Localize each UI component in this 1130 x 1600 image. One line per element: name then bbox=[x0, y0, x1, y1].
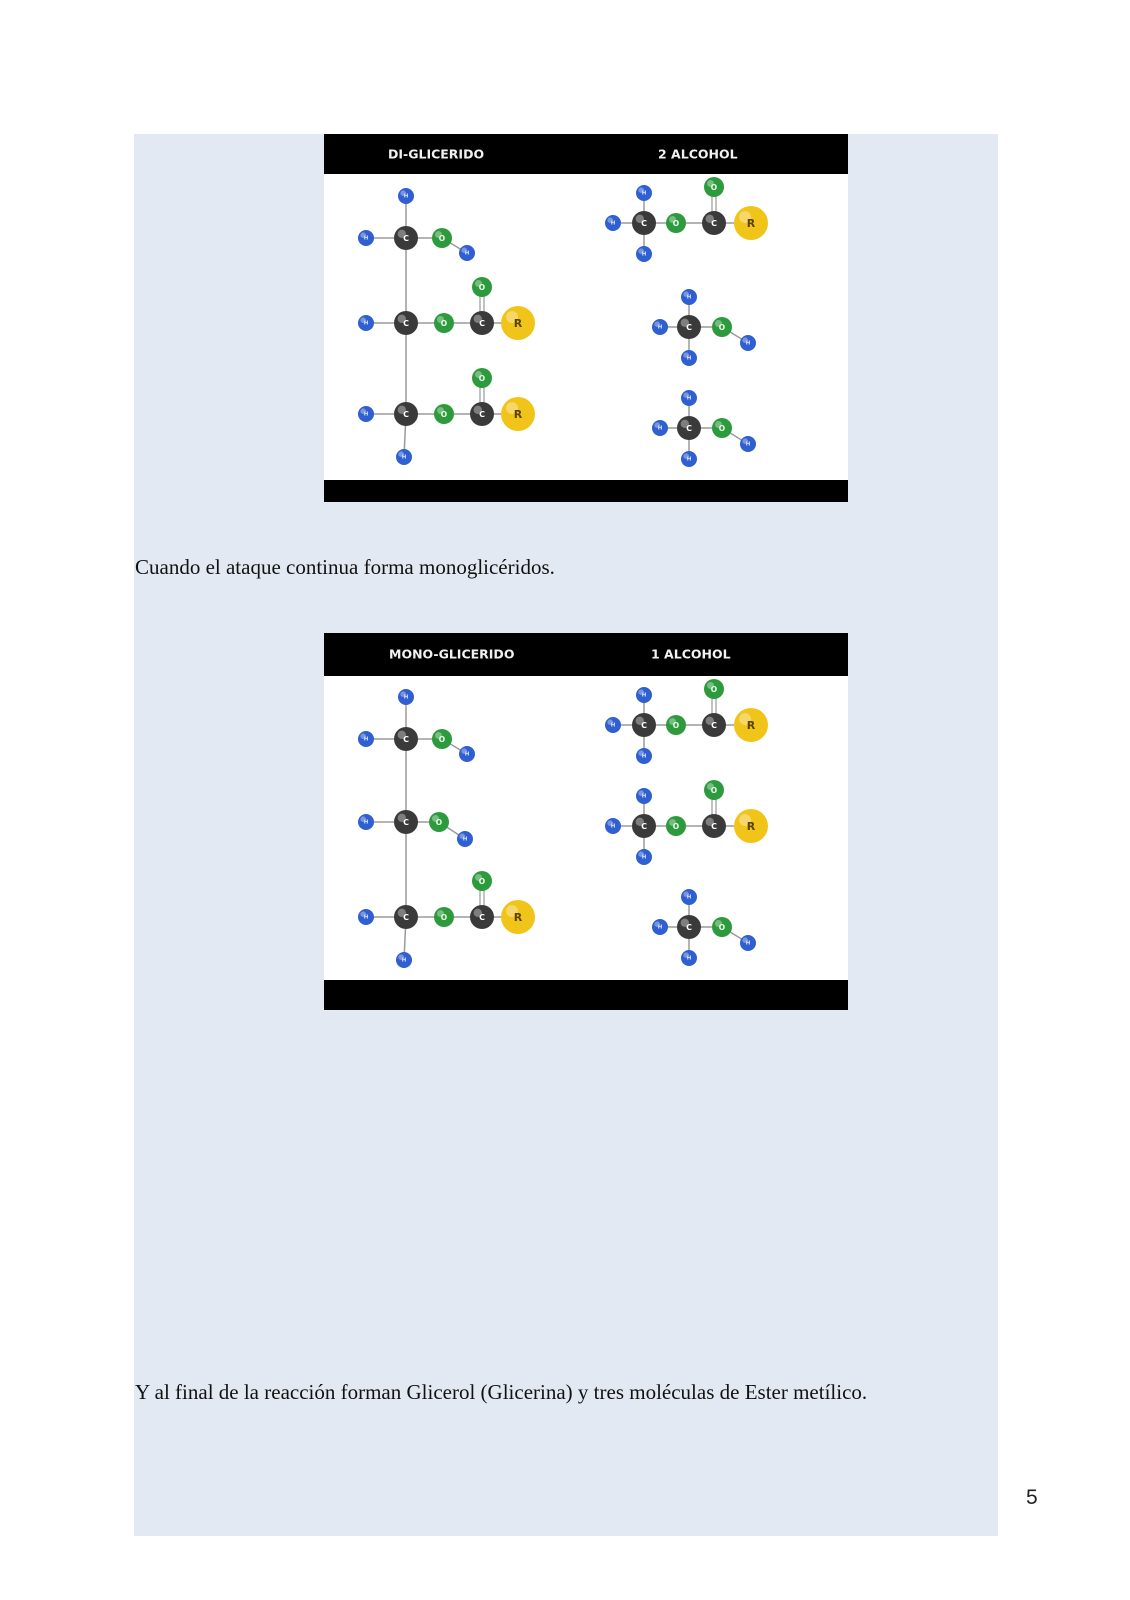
atom-label: H bbox=[610, 823, 616, 830]
oxygen-atom bbox=[434, 907, 454, 927]
hydrogen-atom bbox=[740, 335, 756, 351]
atom-label: O bbox=[718, 323, 726, 332]
atom-label: H bbox=[641, 190, 647, 197]
oxygen-atom bbox=[472, 368, 492, 388]
atom-label: O bbox=[438, 735, 446, 744]
oxygen-atom bbox=[704, 780, 724, 800]
atom-label: R bbox=[746, 820, 756, 833]
atom-label: O bbox=[435, 818, 443, 827]
atom-label: C bbox=[403, 319, 409, 328]
oxygen-atom bbox=[434, 404, 454, 424]
atom-label: H bbox=[657, 425, 663, 432]
atom-label: O bbox=[718, 923, 726, 932]
atom-label: H bbox=[657, 924, 663, 931]
carbon-atom bbox=[677, 915, 701, 939]
atom-label: H bbox=[686, 456, 692, 463]
atom-label: C bbox=[479, 913, 485, 922]
atom-label: H bbox=[686, 894, 692, 901]
figure-left-title: DI-GLICERIDO bbox=[388, 146, 485, 162]
hydrogen-atom bbox=[358, 406, 374, 422]
hydrogen-atom bbox=[681, 950, 697, 966]
hydrogen-atom bbox=[605, 717, 621, 733]
oxygen-atom bbox=[666, 213, 686, 233]
atom-label: C bbox=[686, 424, 692, 433]
atom-label: H bbox=[745, 340, 751, 347]
carbon-atom bbox=[677, 416, 701, 440]
oxygen-atom bbox=[472, 277, 492, 297]
hydrogen-atom bbox=[459, 245, 475, 261]
hydrogen-atom bbox=[358, 814, 374, 830]
hydrogen-atom bbox=[681, 889, 697, 905]
atom-label: H bbox=[686, 395, 692, 402]
atom-label: R bbox=[513, 317, 523, 330]
hydrogen-atom bbox=[398, 188, 414, 204]
atom-label: C bbox=[641, 822, 647, 831]
atom-label: H bbox=[464, 250, 470, 257]
atom-label: O bbox=[672, 219, 680, 228]
hydrogen-atom bbox=[358, 230, 374, 246]
carbon-atom bbox=[632, 211, 656, 235]
hydrogen-atom bbox=[681, 451, 697, 467]
radical-atom bbox=[501, 900, 535, 934]
carbon-atom bbox=[394, 905, 418, 929]
oxygen-atom bbox=[432, 729, 452, 749]
hydrogen-atom bbox=[358, 731, 374, 747]
oxygen-atom bbox=[704, 679, 724, 699]
paragraph-final-reaction: Y al final de la reacción forman Glicerol (Glicerina) y tres moléculas de Ester metílico. bbox=[135, 1380, 868, 1404]
oxygen-atom bbox=[712, 917, 732, 937]
oxygen-atom bbox=[704, 177, 724, 197]
hydrogen-atom bbox=[681, 390, 697, 406]
radical-atom bbox=[501, 306, 535, 340]
carbon-atom bbox=[677, 315, 701, 339]
hydrogen-atom bbox=[636, 788, 652, 804]
atom-label: C bbox=[711, 822, 717, 831]
hydrogen-atom bbox=[636, 246, 652, 262]
hydrogen-atom bbox=[636, 748, 652, 764]
hydrogen-atom bbox=[636, 849, 652, 865]
carbon-atom bbox=[394, 311, 418, 335]
atom-label: O bbox=[710, 685, 718, 694]
atom-label: O bbox=[440, 319, 448, 328]
atom-label: O bbox=[478, 877, 486, 886]
hydrogen-atom bbox=[636, 185, 652, 201]
atom-label: R bbox=[513, 408, 523, 421]
carbon-atom bbox=[394, 402, 418, 426]
atom-label: O bbox=[440, 410, 448, 419]
hydrogen-atom bbox=[636, 687, 652, 703]
oxygen-atom bbox=[434, 313, 454, 333]
atom-label: O bbox=[478, 374, 486, 383]
carbon-atom bbox=[394, 810, 418, 834]
atom-label: H bbox=[464, 751, 470, 758]
carbon-atom bbox=[702, 713, 726, 737]
paragraph-monoglycerides: Cuando el ataque continua forma monoglicéridos. bbox=[135, 555, 555, 579]
atom-label: C bbox=[403, 735, 409, 744]
carbon-atom bbox=[702, 814, 726, 838]
atom-label: C bbox=[711, 721, 717, 730]
hydrogen-atom bbox=[652, 420, 668, 436]
atom-label: H bbox=[363, 411, 369, 418]
atom-label: H bbox=[462, 836, 468, 843]
monoglyceride-figure bbox=[324, 633, 848, 1010]
atom-label: C bbox=[641, 219, 647, 228]
atom-label: O bbox=[478, 283, 486, 292]
atom-label: R bbox=[746, 217, 756, 230]
figure-left-title: MONO-GLICERIDO bbox=[389, 646, 515, 662]
hydrogen-atom bbox=[459, 746, 475, 762]
oxygen-atom bbox=[432, 228, 452, 248]
atom-label: C bbox=[686, 923, 692, 932]
atom-label: H bbox=[363, 819, 369, 826]
figure-footer-bar bbox=[324, 480, 848, 502]
hydrogen-atom bbox=[358, 315, 374, 331]
carbon-atom bbox=[470, 402, 494, 426]
radical-atom bbox=[734, 809, 768, 843]
carbon-atom bbox=[470, 905, 494, 929]
figure-right-title: 2 ALCOHOL bbox=[658, 146, 738, 162]
atom-label: O bbox=[672, 721, 680, 730]
atom-label: H bbox=[363, 320, 369, 327]
atom-label: C bbox=[641, 721, 647, 730]
atom-label: H bbox=[610, 220, 616, 227]
hydrogen-atom bbox=[396, 449, 412, 465]
oxygen-atom bbox=[472, 871, 492, 891]
atom-label: R bbox=[513, 911, 523, 924]
hydrogen-atom bbox=[681, 289, 697, 305]
diglyceride-figure bbox=[324, 134, 848, 502]
atom-label: O bbox=[710, 786, 718, 795]
atom-label: C bbox=[479, 410, 485, 419]
atom-label: H bbox=[641, 753, 647, 760]
atom-label: R bbox=[746, 719, 756, 732]
atom-label: H bbox=[363, 736, 369, 743]
hydrogen-atom bbox=[652, 919, 668, 935]
atom-label: C bbox=[479, 319, 485, 328]
hydrogen-atom bbox=[681, 350, 697, 366]
atom-label: H bbox=[363, 914, 369, 921]
page-number: 5 bbox=[1026, 1486, 1038, 1509]
carbon-atom bbox=[702, 211, 726, 235]
radical-atom bbox=[734, 708, 768, 742]
oxygen-atom bbox=[712, 418, 732, 438]
carbon-atom bbox=[394, 226, 418, 250]
carbon-atom bbox=[632, 713, 656, 737]
carbon-atom bbox=[470, 311, 494, 335]
atom-label: C bbox=[711, 219, 717, 228]
oxygen-atom bbox=[429, 812, 449, 832]
atom-label: H bbox=[641, 854, 647, 861]
carbon-atom bbox=[632, 814, 656, 838]
atom-label: O bbox=[440, 913, 448, 922]
oxygen-atom bbox=[666, 715, 686, 735]
hydrogen-atom bbox=[398, 689, 414, 705]
oxygen-atom bbox=[666, 816, 686, 836]
hydrogen-atom bbox=[740, 935, 756, 951]
radical-atom bbox=[501, 397, 535, 431]
atom-label: H bbox=[641, 251, 647, 258]
figure-footer-bar bbox=[324, 980, 848, 1010]
atom-label: C bbox=[403, 234, 409, 243]
hydrogen-atom bbox=[358, 909, 374, 925]
atom-label: H bbox=[745, 441, 751, 448]
atom-label: H bbox=[657, 324, 663, 331]
atom-label: C bbox=[403, 410, 409, 419]
hydrogen-atom bbox=[396, 952, 412, 968]
atom-label: H bbox=[403, 694, 409, 701]
atom-label: O bbox=[710, 183, 718, 192]
diglyceride-diagram bbox=[324, 134, 848, 502]
atom-label: H bbox=[401, 957, 407, 964]
atom-label: H bbox=[641, 793, 647, 800]
hydrogen-atom bbox=[605, 818, 621, 834]
atom-label: H bbox=[686, 955, 692, 962]
atom-label: H bbox=[686, 355, 692, 362]
oxygen-atom bbox=[712, 317, 732, 337]
atom-label: O bbox=[672, 822, 680, 831]
monoglyceride-diagram bbox=[324, 633, 848, 1010]
figure-right-title: 1 ALCOHOL bbox=[651, 646, 731, 662]
carbon-atom bbox=[394, 727, 418, 751]
atom-label: O bbox=[438, 234, 446, 243]
atom-label: C bbox=[686, 323, 692, 332]
hydrogen-atom bbox=[652, 319, 668, 335]
atom-label: C bbox=[403, 913, 409, 922]
atom-label: H bbox=[745, 940, 751, 947]
atom-label: H bbox=[641, 692, 647, 699]
hydrogen-atom bbox=[457, 831, 473, 847]
radical-atom bbox=[734, 206, 768, 240]
atom-label: H bbox=[686, 294, 692, 301]
atom-label: H bbox=[403, 193, 409, 200]
hydrogen-atom bbox=[605, 215, 621, 231]
atom-label: H bbox=[610, 722, 616, 729]
hydrogen-atom bbox=[740, 436, 756, 452]
atom-label: C bbox=[403, 818, 409, 827]
atom-label: H bbox=[401, 454, 407, 461]
atom-label: H bbox=[363, 235, 369, 242]
atom-label: O bbox=[718, 424, 726, 433]
